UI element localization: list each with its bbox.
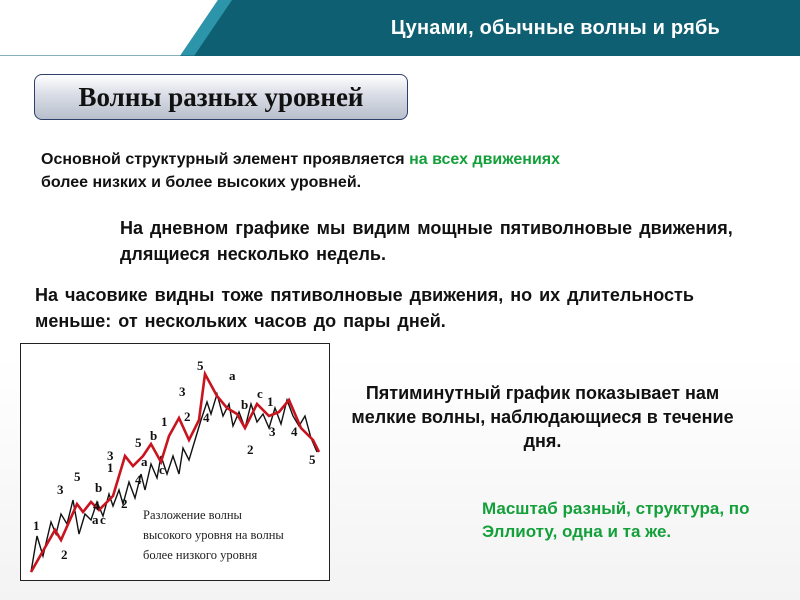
wave-label-15: b [150,428,158,443]
wave-label-9: 1 [107,460,114,475]
header-bar [0,0,800,56]
wave-label-18: 2 [184,409,191,424]
wave-label-2: 2 [61,547,68,562]
wave-label-17: 1 [161,414,168,429]
wave-label-22: a [229,368,236,383]
paragraph-hourly-chart: На часовике видны тоже пятиволновые движения, но их длительность меньше: от нескольких часов до пары дней. [35,285,694,331]
paragraph-1-text: Основной структурный элемент проявляется [41,151,410,168]
wave-label-8: c [100,512,106,527]
wave-label-6: a [92,512,99,527]
wave-label-13: 5 [135,435,142,450]
wave-label-5: 5 [74,469,81,484]
wave-label-28: 4 [291,424,298,439]
paragraph-daily-chart: На дневном графике мы видим мощные пятиволновые движения, длящиеся несколько недель. [120,218,733,264]
wave-label-3: 3 [57,482,64,497]
paragraph-five-minute-chart: Пятиминутный график показывает нам мелкие волны, наблюдающиеся в течение дня. [351,383,734,451]
wave-label-16: c [159,462,165,477]
wave-label-25: 1 [267,394,274,409]
wave-label-23: b [241,397,249,412]
section-title: Волны разных уровней [78,81,364,112]
paragraph-1-highlight: на всех движениях [409,151,561,168]
wave-label-20: 4 [203,410,210,425]
wave-label-29: 5 [309,452,316,467]
wave-label-1: 1 [33,518,40,533]
wave-label-26: 2 [247,442,254,457]
wave-label-7: b [95,480,103,495]
figure-caption: Разложение волны высокого уровня на волны более низкого уровня [143,508,284,562]
wave-label-19: 3 [179,384,186,399]
wave-label-11: 3 [107,448,114,463]
paragraph-scale-note: Масштаб разный, структура, по Эллиоту, одна и та же. [482,499,750,541]
wave-label-14: a [141,454,148,469]
wave-label-10: 2 [121,496,128,511]
wave-label-24: c [257,386,263,401]
wave-label-27: 3 [269,424,276,439]
wave-decomposition-figure [20,343,330,581]
slide-header-title: Цунами, обычные волны и рябь [390,17,720,39]
section-title-badge [34,74,408,120]
wave-label-12: 4 [135,472,142,487]
wave-label-21: 5 [197,358,204,373]
paragraph-main-element [41,148,721,194]
wave-label-4: 4 [93,498,100,513]
paragraph-1-tail: более низких и более высоких уровней. [41,174,362,191]
